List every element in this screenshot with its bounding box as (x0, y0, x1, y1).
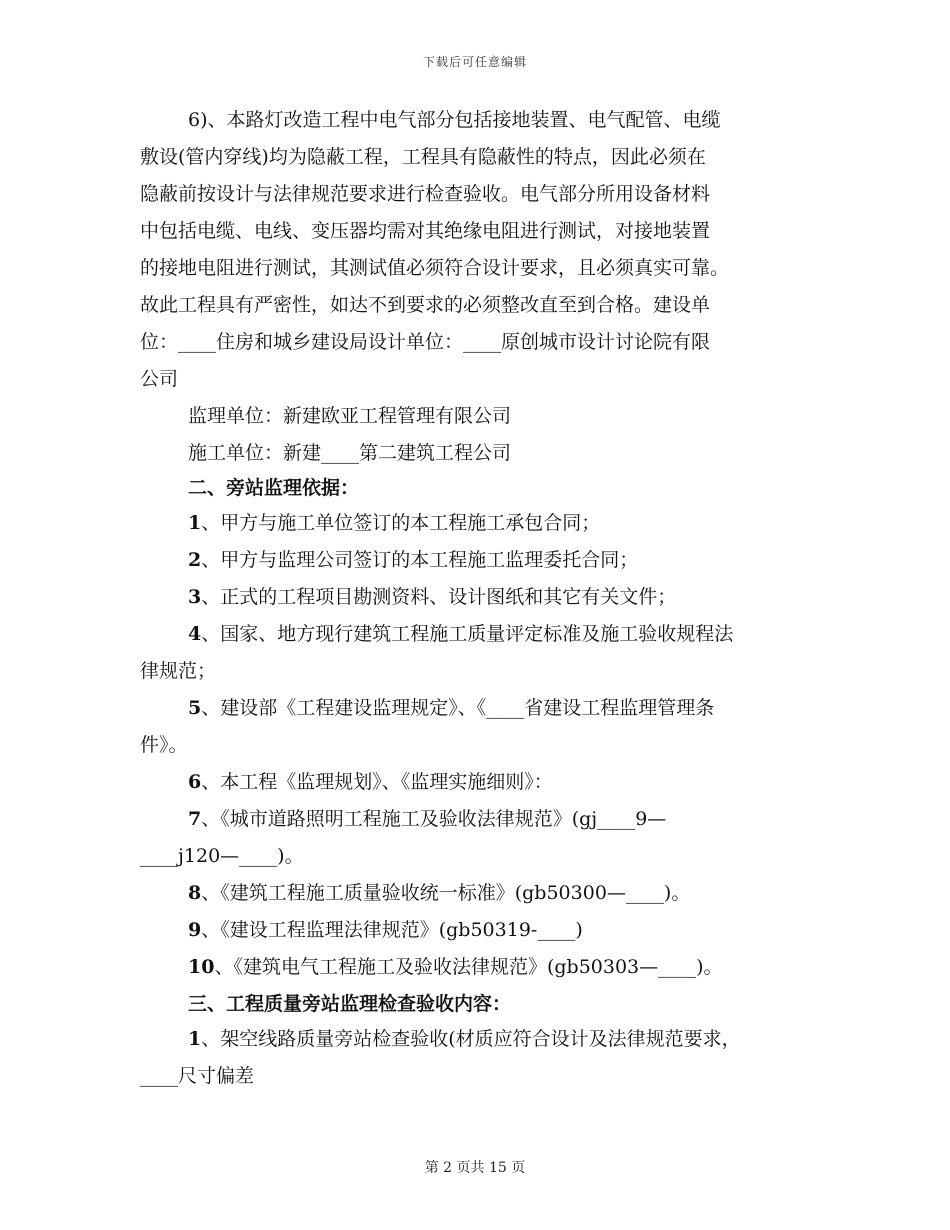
basis-item-2 (140, 548, 810, 572)
basis-item-4-cont: 律规范； (140, 660, 217, 682)
item-text: 、本工程《监理规划》、《监理实施细则》： (201, 771, 553, 793)
supervision-unit: 监理单位：新建欧亚工程管理有限公司 (188, 405, 512, 427)
item-text: 、《建筑工程施工质量验收统一标准》(gb50300—____)。 (201, 882, 691, 904)
inspection-item-1-cont: ____尺寸偏差 (140, 1065, 255, 1087)
item-text: 、《城市道路照明工程施工及验收法律规范》(gj____9— (201, 808, 667, 830)
item-number: 5 (188, 697, 202, 719)
document-body (140, 108, 810, 1101)
basis-item-1 (140, 511, 810, 535)
item-text: 、甲方与监理公司签订的本工程施工监理委托合同； (201, 549, 639, 571)
basis-item-5 (140, 696, 810, 720)
item-number: 10 (188, 956, 215, 978)
item-number: 4 (188, 623, 202, 645)
paragraph-line: 敷设(管内穿线)均为隐蔽工程，工程具有隐蔽性的特点，因此必须在 (140, 146, 706, 168)
item-number: 8 (188, 882, 202, 904)
basis-item-8 (140, 881, 810, 905)
item-text: 、架空线路质量旁站检查验收(材质应符合设计及法律规范要求， (201, 1028, 741, 1050)
item-number: 2 (188, 549, 202, 571)
item-number: 1 (188, 512, 202, 534)
item-number: 3 (188, 586, 202, 608)
section-heading-inspection: 三、工程质量旁站监理检查验收内容： (188, 993, 512, 1015)
basis-item-7 (140, 807, 810, 831)
paragraph-line: 6)、本路灯改造工程中电气部分包括接地装置、电气配管、电缆 (188, 109, 721, 131)
basis-item-7-cont: ____j120—____)。 (140, 845, 304, 867)
inspection-item-1 (140, 1027, 810, 1051)
basis-item-9 (140, 918, 810, 942)
item-number: 9 (188, 919, 202, 941)
basis-item-4 (140, 622, 810, 646)
item-number: 6 (188, 771, 202, 793)
item-text: 、甲方与施工单位签订的本工程施工承包合同； (201, 512, 601, 534)
item-text: 、正式的工程项目勘测资料、设计图纸和其它有关文件； (201, 586, 677, 608)
paragraph-line: 公司 (140, 368, 179, 390)
basis-item-6 (140, 770, 810, 794)
paragraph-line: 的接地电阻进行测试，其测试值必须符合设计要求，且必须真实可靠。 (140, 257, 730, 279)
paragraph-line: 中包括电缆、电线、变压器均需对其绝缘电阻进行测试，对接地装置 (140, 220, 711, 242)
item-number: 1 (188, 1028, 202, 1050)
basis-item-3 (140, 585, 810, 609)
paragraph-line: 隐蔽前按设计与法律规范要求进行检查验收。电气部分所用设备材料 (140, 183, 711, 205)
item-text: 、《建筑电气工程施工及验收法律规范》(gb50303—____)。 (214, 956, 723, 978)
item-text: 、国家、地方现行建筑工程施工质量评定标准及施工验收规程法 (201, 623, 734, 645)
basis-item-10 (140, 955, 810, 979)
paragraph-line: 位：____住房和城乡建设局设计单位：____原创城市设计讨论院有限 (140, 331, 711, 353)
basis-item-5-cont: 件》。 (140, 734, 188, 756)
item-number: 7 (188, 808, 202, 830)
item-text: 、建设部《工程建设监理规定》、《____省建设工程监理管理条 (201, 697, 715, 719)
page-footer: 第 2 页共 15 页 (424, 1160, 526, 1176)
construction-unit: 施工单位：新建____第二建筑工程公司 (188, 442, 512, 464)
page-header: 下载后可任意编辑 (422, 55, 527, 69)
paragraph-line: 故此工程具有严密性，如达不到要求的必须整改直至到合格。建设单 (140, 294, 711, 316)
section-heading-basis: 二、旁站监理依据： (188, 477, 360, 499)
item-text: 、《建设工程监理法律规范》(gb50319-____) (201, 919, 583, 941)
